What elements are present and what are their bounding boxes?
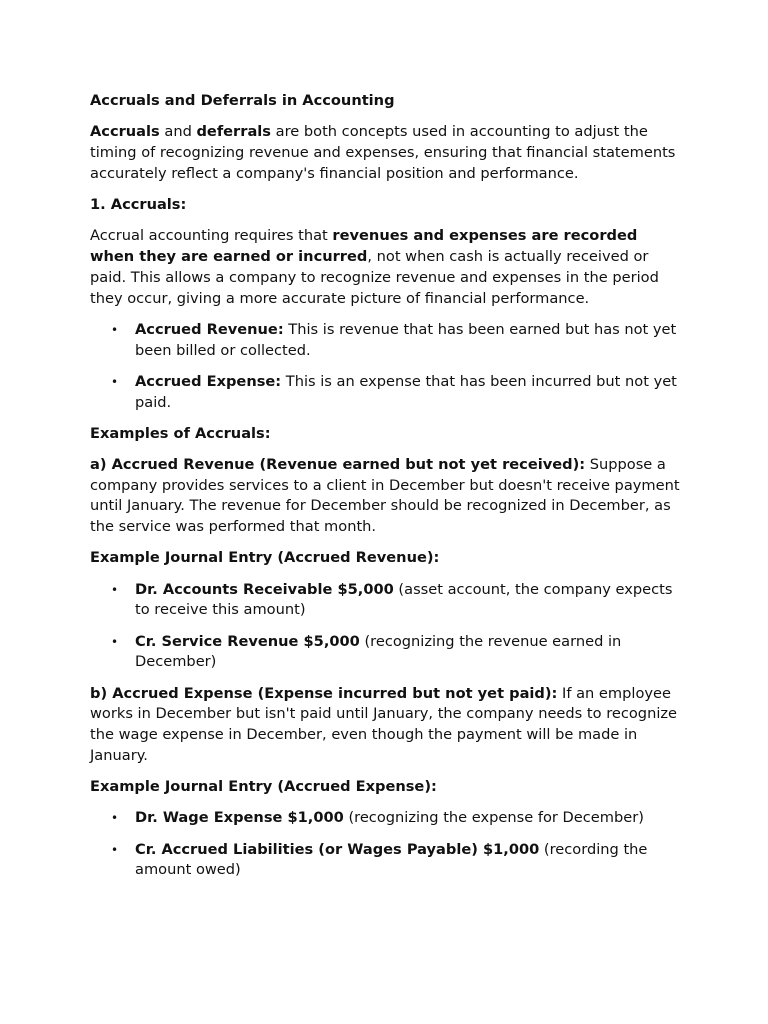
examples-heading-text: Examples of Accruals: xyxy=(90,424,271,442)
journal-b-list xyxy=(90,808,680,881)
bullet-icon: • xyxy=(111,374,119,389)
bullet-icon: • xyxy=(111,842,119,857)
example-a-paragraph xyxy=(90,455,680,538)
list-item xyxy=(90,840,680,882)
example-b-text: If an employee works in December but isn't paid until January, the company needs to recognize the wage expense in December, even though the payment will be made in January. xyxy=(90,684,678,765)
accrual-types-list xyxy=(90,320,680,414)
journal-entry-note: (recording the amount owed) xyxy=(135,840,648,879)
list-item-text: This is an expense that has been incurred but not yet paid. xyxy=(135,372,677,411)
journal-entry-note: (recognizing the expense for December) xyxy=(343,809,644,827)
bullet-icon: • xyxy=(111,634,119,649)
journal-entry-note: (recognizing the revenue earned in December) xyxy=(135,632,622,671)
list-item xyxy=(90,320,680,362)
intro-text-2: are both concepts used in accounting to adjust the timing of recognizing revenue and expenses, ensuring that financial statements accurately reflect a company's financial position and performance. xyxy=(90,123,676,182)
accrual-text-2: , not when cash is actually received or paid. This allows a company to recognize revenue and expenses in the period they occur, giving a more accurate picture of financial performance. xyxy=(90,247,659,307)
example-b-paragraph xyxy=(90,684,680,767)
document-title: Accruals and Deferrals in Accounting xyxy=(90,92,395,109)
examples-heading xyxy=(90,424,680,445)
journal-a-heading xyxy=(90,548,680,569)
accrual-bold-text: revenues and expenses are recorded when they are earned or incurred xyxy=(90,227,638,265)
term-deferrals: deferrals xyxy=(196,123,271,141)
bullet-icon: • xyxy=(111,811,119,826)
bullet-icon: • xyxy=(111,582,119,597)
journal-a-heading-text: Example Journal Entry (Accrued Revenue): xyxy=(90,549,440,567)
list-item xyxy=(90,580,680,622)
journal-entry-account: Dr. Accounts Receivable $5,000 xyxy=(135,580,394,598)
intro-text-1: and xyxy=(159,123,197,141)
list-item xyxy=(90,372,680,414)
section-heading-accruals xyxy=(90,195,680,216)
accrual-text-1: Accrual accounting requires that xyxy=(90,227,333,245)
section-heading-text: 1. Accruals: xyxy=(90,195,187,213)
example-a-text: Suppose a company provides services to a client in December but doesn't receive payment until January. The revenue for December should be recognized in December, as the service was performed that month. xyxy=(90,455,680,536)
list-item xyxy=(90,632,680,674)
journal-entry-note: (asset account, the company expects to receive this amount) xyxy=(135,580,673,619)
list-item-text: This is revenue that has been earned but has not yet been billed or collected. xyxy=(135,320,677,359)
journal-entry-account: Dr. Wage Expense $1,000 xyxy=(135,809,344,827)
list-item xyxy=(90,808,680,829)
list-item-term: Accrued Expense: xyxy=(135,372,282,390)
journal-a-list xyxy=(90,580,680,674)
journal-b-heading-text: Example Journal Entry (Accrued Expense): xyxy=(90,778,437,796)
term-accruals: Accruals xyxy=(90,123,160,141)
example-b-title: b) Accrued Expense (Expense incurred but not yet paid): xyxy=(90,684,558,702)
accrual-paragraph xyxy=(90,226,680,309)
list-item-term: Accrued Revenue: xyxy=(135,320,284,338)
journal-entry-account: Cr. Accrued Liabilities (or Wages Payable) $1,000 xyxy=(135,840,540,858)
journal-b-heading xyxy=(90,777,680,798)
intro-paragraph xyxy=(90,122,680,184)
bullet-icon: • xyxy=(111,322,119,337)
journal-entry-account: Cr. Service Revenue $5,000 xyxy=(135,632,360,650)
example-a-title: a) Accrued Revenue (Revenue earned but not yet received): xyxy=(90,455,586,473)
